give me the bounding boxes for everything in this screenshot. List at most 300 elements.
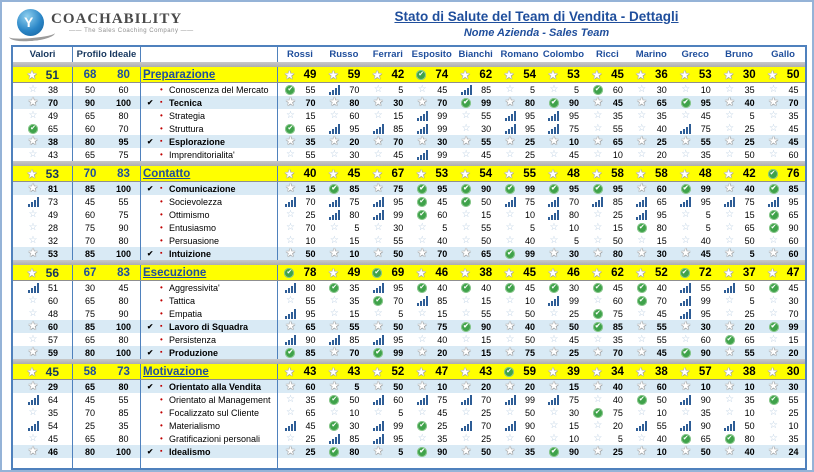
- score-cell-russo: [322, 197, 366, 207]
- star-icon: [328, 408, 340, 418]
- star-icon: [504, 223, 516, 233]
- trait-label-cell: [141, 406, 278, 419]
- score-cell-rossi: [278, 69, 322, 81]
- score-cell-bianchi: [454, 434, 498, 444]
- star-icon: [504, 137, 516, 147]
- score-value: 55: [481, 308, 492, 319]
- score-value: 5: [398, 308, 404, 319]
- score-cell-gallo: [761, 366, 805, 378]
- trait-label-cell: [141, 419, 278, 432]
- score-cell-russo: [322, 335, 366, 345]
- score-cell-gallo: [761, 168, 805, 180]
- bar-chart-icon: [416, 395, 428, 405]
- ideale-min-cell: 75: [84, 222, 95, 233]
- score-value: 45: [612, 282, 623, 293]
- trait-label-cell: [141, 96, 278, 109]
- score-cell-romano: [498, 111, 542, 121]
- score-cell-ferrari: [366, 124, 410, 134]
- score-cell-ferrari: [366, 322, 410, 332]
- score-value: 5: [398, 446, 404, 457]
- bar-chart-icon: [27, 395, 39, 405]
- selected-check-mark: ✔: [147, 447, 154, 456]
- score-cell-ferrari: [366, 69, 410, 81]
- score-value: 35: [656, 110, 667, 121]
- star-icon: [460, 111, 472, 121]
- score-cell-rossi: [278, 408, 322, 418]
- score-value: 10: [788, 420, 799, 431]
- score-cell-russo: [322, 421, 366, 431]
- score-value: 25: [305, 446, 316, 457]
- bar-chart-icon: [284, 197, 296, 207]
- score-value: 99: [393, 420, 404, 431]
- score-cell-colombo: [542, 85, 586, 95]
- score-value: 5: [398, 84, 404, 95]
- score-value: 10: [349, 248, 360, 259]
- star-icon: [767, 268, 779, 278]
- valori-value: 38: [47, 136, 58, 147]
- valori-cell: [13, 195, 73, 208]
- score-value: 35: [349, 282, 360, 293]
- score-value: 69: [391, 266, 405, 279]
- score-value: 45: [788, 84, 799, 95]
- score-cell-gallo: [761, 335, 805, 345]
- person-column-header: Colombo: [542, 49, 585, 60]
- star-icon: [768, 408, 780, 418]
- score-value: 45: [568, 149, 579, 160]
- check-circle-icon: [592, 85, 604, 95]
- score-value: 25: [612, 209, 623, 220]
- trait-row: [13, 320, 805, 333]
- score-value: 45: [568, 334, 579, 345]
- bullet-icon: •: [160, 296, 163, 305]
- bar-chart-icon: [372, 197, 384, 207]
- star-icon: [768, 447, 780, 457]
- score-cell-bianchi: [454, 395, 498, 405]
- star-icon: [548, 408, 560, 418]
- trait-label: Orientato alla Vendita: [169, 381, 262, 392]
- trait-label: Lavoro di Squadra: [169, 321, 249, 332]
- score-value: 50: [700, 446, 711, 457]
- score-value: 35: [437, 433, 448, 444]
- ideale-max-cell: 80: [107, 294, 141, 307]
- score-cell-bruno: [717, 210, 761, 220]
- score-value: 25: [744, 308, 755, 319]
- score-value: 35: [700, 407, 711, 418]
- score-cell-ricci: [585, 85, 629, 95]
- score-value: 70: [612, 347, 623, 358]
- score-cell-esposito: [410, 168, 454, 180]
- trait-row: [13, 122, 805, 135]
- person-column-header: Gallo: [771, 49, 795, 60]
- score-value: 50: [744, 420, 755, 431]
- ideale-min-cell: 65: [84, 110, 95, 121]
- score-value: 80: [349, 446, 360, 457]
- score-value: 90: [568, 446, 579, 457]
- section-title: Motivazione: [143, 365, 209, 378]
- score-value: 40: [437, 235, 448, 246]
- score-cell-ricci: [585, 111, 629, 121]
- valori-column-header: Valori: [13, 47, 73, 62]
- star-icon: [284, 150, 296, 160]
- score-cell-rossi: [278, 210, 322, 220]
- score-cell-esposito: [410, 249, 454, 259]
- star-icon: [504, 382, 516, 392]
- bar-chart-icon: [416, 124, 428, 134]
- score-cell-ferrari: [366, 236, 410, 246]
- score-value: 5: [354, 222, 360, 233]
- score-value: 15: [393, 110, 404, 121]
- score-value: 50: [525, 334, 536, 345]
- score-value: 35: [788, 110, 799, 121]
- score-cell-rossi: [278, 124, 322, 134]
- score-value: 67: [391, 167, 405, 180]
- score-cell-bianchi: [454, 283, 498, 293]
- score-value: 49: [303, 68, 317, 81]
- valori-value: 45: [47, 433, 58, 444]
- person-column-header: Marino: [635, 49, 667, 60]
- star-icon: [680, 382, 692, 392]
- score-value: 15: [568, 420, 579, 431]
- report-header: [11, 5, 807, 45]
- score-value: 25: [656, 136, 667, 147]
- score-value: 65: [700, 433, 711, 444]
- star-icon: [680, 447, 692, 457]
- score-cell-bianchi: [454, 184, 498, 194]
- score-value: 95: [788, 196, 799, 207]
- star-icon: [27, 434, 39, 444]
- score-cell-rossi: [278, 168, 322, 180]
- score-cell-rossi: [278, 395, 322, 405]
- score-value: 30: [393, 97, 404, 108]
- ideale-min-cell: 65: [84, 149, 95, 160]
- star-icon: [768, 335, 780, 345]
- score-value: 60: [525, 433, 536, 444]
- score-value: 30: [568, 282, 579, 293]
- score-value: 75: [437, 321, 448, 332]
- score-cell-bianchi: [454, 223, 498, 233]
- ideale-min-cell: 65: [84, 334, 95, 345]
- star-icon: [328, 309, 340, 319]
- star-icon: [724, 382, 736, 392]
- score-value: 95: [349, 123, 360, 134]
- star-icon: [372, 236, 384, 246]
- star-icon: [636, 382, 648, 392]
- ideale-max-cell: 60: [107, 83, 141, 96]
- score-value: 10: [612, 149, 623, 160]
- score-cell-ferrari: [366, 184, 410, 194]
- score-cell-romano: [498, 150, 542, 160]
- score-value: 75: [568, 123, 579, 134]
- score-cell-romano: [498, 434, 542, 444]
- section-name: [141, 364, 278, 379]
- star-icon: [504, 309, 516, 319]
- score-cell-ricci: [585, 395, 629, 405]
- score-value: 95: [612, 183, 623, 194]
- score-cell-greco: [673, 348, 717, 358]
- check-circle-icon: [460, 197, 472, 207]
- score-cell-esposito: [410, 395, 454, 405]
- score-cell-ferrari: [366, 366, 410, 378]
- star-icon: [284, 111, 296, 121]
- score-cell-ricci: [585, 447, 629, 457]
- score-value: 58: [654, 167, 668, 180]
- star-icon: [26, 367, 38, 377]
- score-cell-marino: [629, 124, 673, 134]
- score-cell-bianchi: [454, 335, 498, 345]
- score-value: 46: [567, 266, 580, 279]
- bar-chart-icon: [636, 421, 648, 431]
- score-cell-rossi: [278, 249, 322, 259]
- section-header-row: [13, 67, 805, 83]
- person-column-header: Russo: [329, 49, 359, 60]
- star-icon: [328, 150, 340, 160]
- star-icon: [592, 236, 604, 246]
- score-value: 76: [786, 167, 800, 180]
- star-icon: [503, 169, 515, 179]
- valori-value: 54: [47, 420, 58, 431]
- star-icon: [328, 249, 340, 259]
- score-value: 40: [525, 321, 536, 332]
- score-value: 90: [305, 334, 316, 345]
- score-value: 95: [656, 209, 667, 220]
- trait-label-cell: [141, 393, 278, 406]
- score-cell-russo: [322, 348, 366, 358]
- bullet-icon: ▪: [160, 99, 163, 106]
- section-name: [141, 265, 278, 280]
- check-circle-icon: [592, 322, 604, 332]
- score-cell-romano: [498, 124, 542, 134]
- star-icon: [416, 322, 428, 332]
- bullet-icon: •: [160, 421, 163, 430]
- score-cell-ricci: [585, 382, 629, 392]
- star-icon: [460, 296, 472, 306]
- section-title: Contatto: [143, 167, 191, 180]
- score-cell-ferrari: [366, 382, 410, 392]
- star-icon: [460, 309, 472, 319]
- bullet-icon: ▪: [160, 448, 163, 455]
- star-icon: [371, 70, 383, 80]
- trait-label: Persuasione: [169, 235, 220, 246]
- score-cell-ferrari: [366, 210, 410, 220]
- score-cell-russo: [322, 408, 366, 418]
- score-cell-bruno: [717, 366, 761, 378]
- score-value: 30: [656, 248, 667, 259]
- score-cell-ferrari: [366, 434, 410, 444]
- trait-row: [13, 432, 805, 445]
- ideale-max-cell: 80: [107, 380, 141, 393]
- score-cell-esposito: [410, 111, 454, 121]
- valori-value: 53: [47, 248, 58, 259]
- score-cell-marino: [629, 137, 673, 147]
- score-cell-colombo: [542, 267, 586, 279]
- score-cell-ricci: [585, 267, 629, 279]
- score-value: 90: [788, 222, 799, 233]
- score-value: 75: [700, 123, 711, 134]
- score-cell-russo: [322, 168, 366, 180]
- score-value: 35: [612, 334, 623, 345]
- score-value: 36: [654, 68, 668, 81]
- page-subtitle: Nome Azienda - Sales Team: [463, 27, 610, 39]
- bar-chart-icon: [680, 309, 692, 319]
- score-cell-gallo: [761, 283, 805, 293]
- score-value: 59: [523, 365, 537, 378]
- score-value: 5: [442, 222, 448, 233]
- trait-label-cell: [141, 346, 278, 359]
- star-icon: [591, 70, 603, 80]
- star-icon: [328, 296, 340, 306]
- star-icon: [548, 85, 560, 95]
- star-icon: [636, 434, 648, 444]
- star-icon: [460, 382, 472, 392]
- score-value: 55: [305, 149, 316, 160]
- score-cell-bianchi: [454, 137, 498, 147]
- score-value: 90: [700, 347, 711, 358]
- score-cell-ricci: [585, 296, 629, 306]
- score-value: 95: [437, 183, 448, 194]
- trait-row: [13, 83, 805, 96]
- star-icon: [636, 309, 648, 319]
- score-value: 47: [786, 266, 800, 279]
- star-icon: [372, 249, 384, 259]
- score-cell-marino: [629, 267, 673, 279]
- score-value: 15: [656, 235, 667, 246]
- star-icon: [548, 322, 560, 332]
- trait-label: Produzione: [169, 347, 218, 358]
- star-icon: [327, 169, 339, 179]
- check-circle-icon: [680, 348, 692, 358]
- star-icon: [284, 296, 296, 306]
- score-value: 55: [656, 321, 667, 332]
- trait-label: Gratificazioni personali: [169, 433, 261, 444]
- score-value: 5: [749, 110, 755, 121]
- star-icon: [27, 408, 39, 418]
- score-cell-gallo: [761, 124, 805, 134]
- score-value: 80: [525, 97, 536, 108]
- valori-value: 45: [45, 364, 59, 379]
- score-value: 75: [393, 183, 404, 194]
- valori-cell: [13, 182, 73, 195]
- score-value: 90: [700, 394, 711, 405]
- trait-label-cell: [141, 380, 278, 393]
- score-cell-colombo: [542, 223, 586, 233]
- star-icon: [371, 367, 383, 377]
- score-cell-bruno: [717, 296, 761, 306]
- score-cell-rossi: [278, 447, 322, 457]
- score-value: 15: [481, 295, 492, 306]
- score-value: 15: [481, 347, 492, 358]
- valori-value: 59: [47, 347, 58, 358]
- score-cell-romano: [498, 296, 542, 306]
- star-icon: [504, 447, 516, 457]
- score-cell-esposito: [410, 434, 454, 444]
- trait-row: [13, 346, 805, 359]
- score-cell-colombo: [542, 296, 586, 306]
- star-icon: [27, 348, 39, 358]
- trait-row: [13, 333, 805, 346]
- score-value: 34: [611, 365, 624, 378]
- star-icon: [416, 223, 428, 233]
- score-value: 25: [568, 347, 579, 358]
- score-cell-marino: [629, 434, 673, 444]
- score-cell-romano: [498, 184, 542, 194]
- bar-chart-icon: [548, 395, 560, 405]
- score-value: 46: [435, 266, 449, 279]
- score-cell-marino: [629, 447, 673, 457]
- ideale-min-cell: 30: [84, 282, 95, 293]
- check-circle-icon: [503, 367, 515, 377]
- score-cell-marino: [629, 366, 673, 378]
- star-icon: [504, 150, 516, 160]
- score-value: 70: [305, 222, 316, 233]
- score-value: 65: [656, 196, 667, 207]
- star-icon: [416, 249, 428, 259]
- valori-value: 43: [47, 149, 58, 160]
- star-icon: [547, 268, 559, 278]
- score-cell-bianchi: [454, 111, 498, 121]
- check-circle-icon: [768, 223, 780, 233]
- score-cell-greco: [673, 267, 717, 279]
- check-circle-icon: [27, 124, 39, 134]
- score-cell-marino: [629, 335, 673, 345]
- star-icon: [768, 236, 780, 246]
- bar-chart-icon: [416, 111, 428, 121]
- star-icon: [284, 395, 296, 405]
- valori-value: 46: [47, 446, 58, 457]
- score-value: 5: [573, 84, 579, 95]
- score-cell-bianchi: [454, 366, 498, 378]
- star-icon: [679, 169, 691, 179]
- star-icon: [328, 111, 340, 121]
- score-cell-esposito: [410, 296, 454, 306]
- ideale-min-cell: 68: [83, 68, 97, 81]
- score-cell-bianchi: [454, 408, 498, 418]
- check-circle-icon: [328, 184, 340, 194]
- trait-row: [13, 208, 805, 221]
- score-cell-bruno: [717, 150, 761, 160]
- bar-chart-icon: [460, 421, 472, 431]
- score-cell-romano: [498, 447, 542, 457]
- score-cell-marino: [629, 296, 673, 306]
- score-cell-ferrari: [366, 137, 410, 147]
- ideale-min-cell: 60: [84, 209, 95, 220]
- score-value: 35: [349, 295, 360, 306]
- score-value: 40: [437, 334, 448, 345]
- bar-chart-icon: [592, 197, 604, 207]
- trait-row: [13, 393, 805, 406]
- star-icon: [26, 70, 38, 80]
- score-cell-ferrari: [366, 111, 410, 121]
- score-cell-romano: [498, 168, 542, 180]
- star-icon: [459, 70, 471, 80]
- score-cell-esposito: [410, 150, 454, 160]
- score-value: 30: [700, 321, 711, 332]
- score-value: 55: [481, 136, 492, 147]
- star-icon: [328, 223, 340, 233]
- score-cell-russo: [322, 137, 366, 147]
- score-value: 55: [788, 394, 799, 405]
- check-circle-icon: [548, 98, 560, 108]
- score-value: 99: [393, 347, 404, 358]
- score-value: 10: [700, 381, 711, 392]
- score-value: 53: [567, 68, 580, 81]
- score-value: 90: [437, 446, 448, 457]
- score-cell-marino: [629, 309, 673, 319]
- ideale-max-cell: 100: [107, 96, 141, 109]
- ideale-min-cell: 90: [84, 97, 95, 108]
- score-value: 75: [744, 196, 755, 207]
- score-value: 70: [656, 295, 667, 306]
- star-icon: [548, 137, 560, 147]
